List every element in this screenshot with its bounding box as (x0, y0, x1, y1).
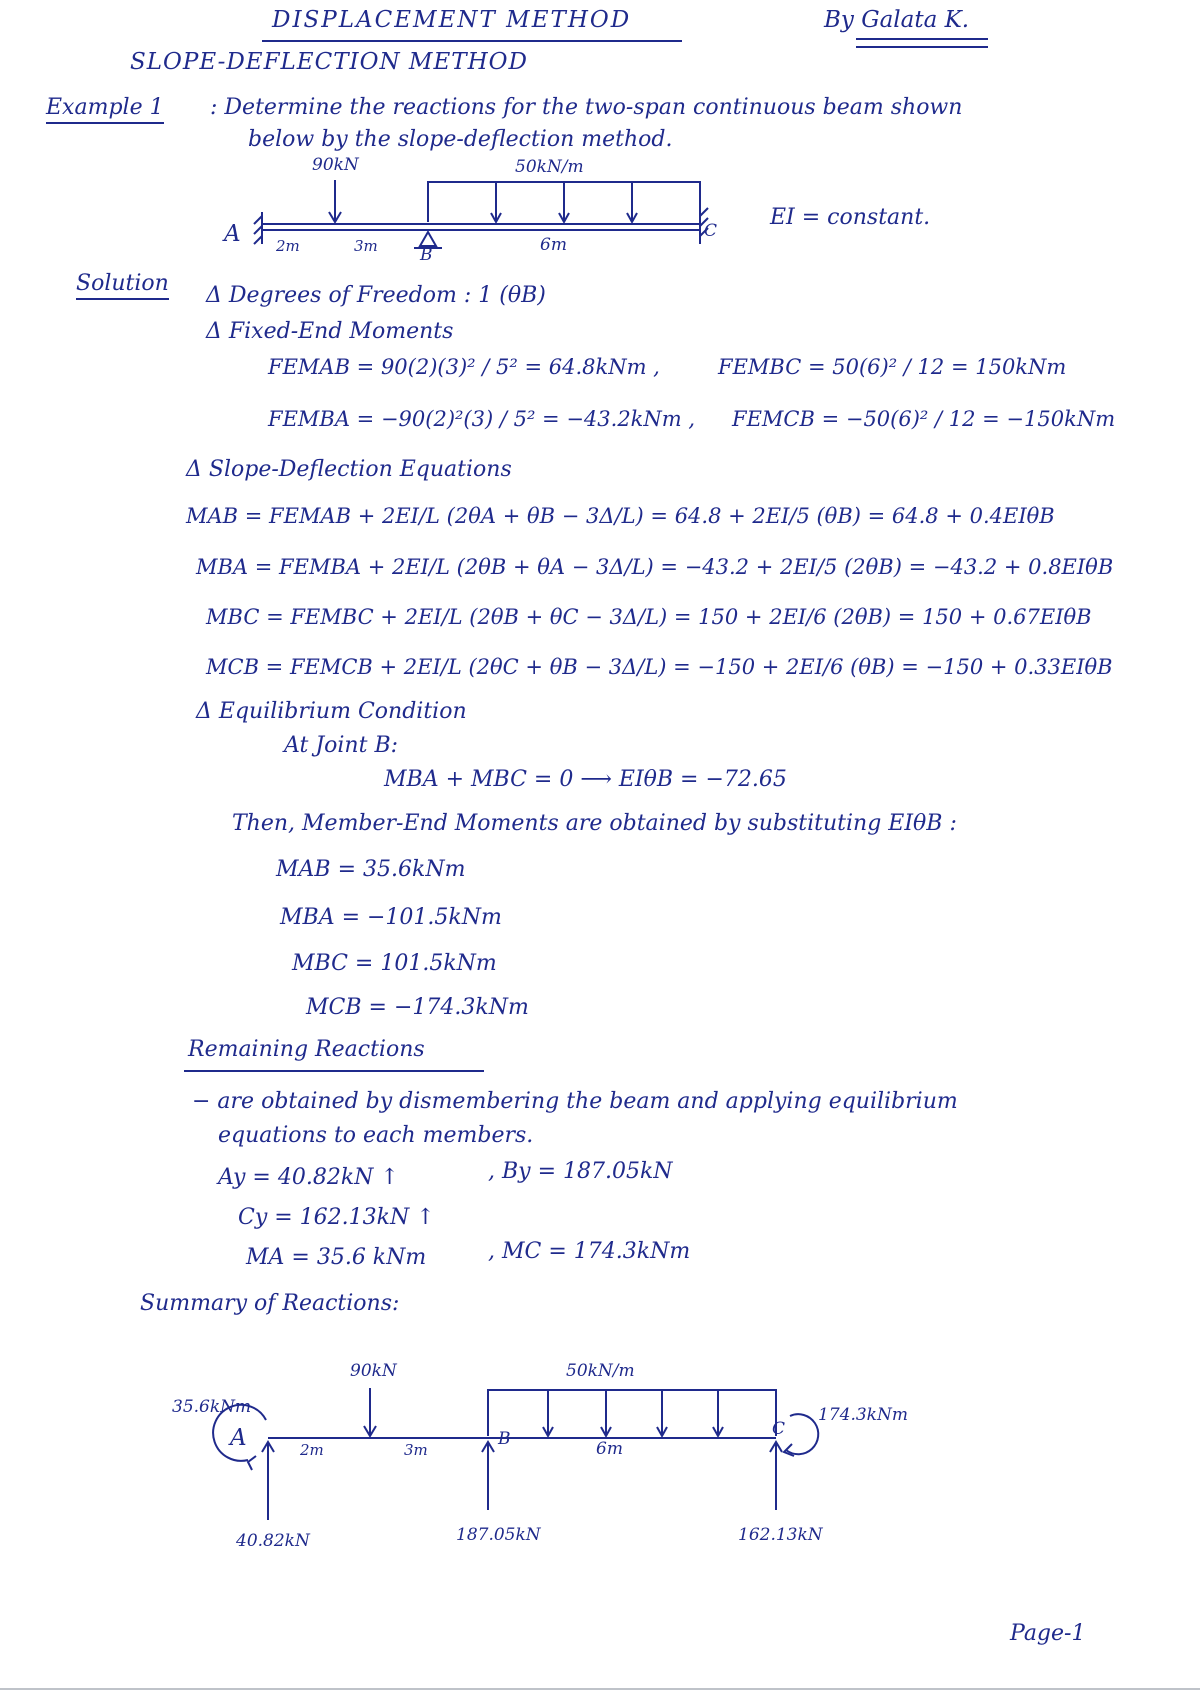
beam-dim-2: 3m (354, 237, 378, 255)
summary-udl-label: 50kN/m (566, 1361, 635, 1381)
beam-label-c: C (704, 221, 718, 241)
summary-udl-outline (488, 1390, 776, 1436)
ei-note: EI = constant. (770, 205, 931, 230)
moment-ma: MA = 35.6 kNm (246, 1245, 427, 1270)
solution-label-text: Solution (76, 271, 169, 300)
then-text: Then, Member-End Moments are obtained by substituting EIθB : (232, 811, 957, 836)
eq-m-bc: MBC = FEMBC + 2EI/L (2θB + θC − 3Δ/L) = 150 + 2EI/6 (2θB) = 150 + 0.67EIθB (206, 605, 1092, 629)
fem-cb: FEMCB = −50(6)² / 12 = −150kNm (732, 407, 1116, 431)
remaining-line2: equations to each members. (218, 1123, 534, 1148)
beam-dim-1: 2m (276, 237, 300, 255)
summary-moment-c: 174.3kNm (818, 1405, 908, 1425)
equilibrium-heading: Δ Equilibrium Condition (196, 699, 467, 724)
summary-reaction-a: 40.82kN (236, 1531, 310, 1551)
reaction-ay: Ay = 40.82kN ↑ (218, 1165, 399, 1190)
result-m-cb: MCB = −174.3kNm (306, 995, 529, 1020)
page-number: Page-1 (1010, 1621, 1086, 1646)
summary-moment-a: 35.6kNm (172, 1397, 252, 1417)
fem-ab: FEMAB = 90(2)(3)² / 5² = 64.8kNm , (268, 355, 660, 379)
author-credit: By Galata K. (824, 7, 970, 33)
remaining-heading: Remaining Reactions (188, 1037, 425, 1062)
summary-reaction-b: 187.05kN (456, 1525, 541, 1545)
beam-dim-3: 6m (540, 235, 567, 255)
summary-point-load-label: 90kN (350, 1361, 397, 1381)
summary-label-a: A (230, 1425, 247, 1451)
summary-reaction-c: 162.13kN (738, 1525, 823, 1545)
at-joint-b: At Joint B: (284, 733, 399, 758)
fem-heading: Δ Fixed-End Moments (206, 319, 454, 344)
summary-dim-1: 2m (300, 1441, 324, 1459)
summary-moment-c-arc (786, 1414, 818, 1454)
result-m-ba: MBA = −101.5kNm (280, 905, 502, 930)
beam-label-b: B (420, 245, 433, 265)
beam-point-load-label: 90kN (312, 155, 359, 175)
remaining-line1: − are obtained by dismembering the beam and applying equilibrium (192, 1089, 958, 1114)
summary-dim-3: 6m (596, 1439, 623, 1459)
summary-moment-a-arc (213, 1405, 266, 1461)
example-text-line2: below by the slope-deflection method. (248, 127, 673, 152)
reaction-cy: Cy = 162.13kN ↑ (238, 1205, 435, 1230)
summary-label-b: B (498, 1429, 511, 1449)
result-m-bc: MBC = 101.5kNm (292, 951, 497, 976)
eq-m-ba: MBA = FEMBA + 2EI/L (2θB + θA − 3Δ/L) = −43.2 + 2EI/5 (2θB) = −43.2 + 0.8EIθB (196, 555, 1114, 579)
summary-label-c: C (772, 1419, 786, 1439)
eq-m-ab: MAB = FEMAB + 2EI/L (2θA + θB − 3Δ/L) = 64.8 + 2EI/5 (θB) = 64.8 + 0.4EIθB (186, 504, 1055, 528)
result-m-ab: MAB = 35.6kNm (276, 857, 466, 882)
summary-heading: Summary of Reactions: (140, 1291, 400, 1316)
example-label-text: Example 1 (46, 95, 164, 124)
moment-mc: , MC = 174.3kNm (488, 1239, 691, 1264)
slope-deflection-heading: Δ Slope-Deflection Equations (186, 457, 512, 482)
subtitle: SLOPE-DEFLECTION METHOD (130, 49, 528, 75)
equilibrium-result: MBA + MBC = 0 ⟶ EIθB = −72.65 (384, 767, 787, 792)
scan-edge-line (0, 1688, 1200, 1690)
eq-m-cb: MCB = FEMCB + 2EI/L (2θC + θB − 3Δ/L) = −150 + 2EI/6 (θB) = −150 + 0.33EIθB (206, 655, 1113, 679)
beam-label-a: A (224, 221, 241, 247)
beam-udl-label: 50kN/m (515, 157, 584, 177)
page-title: DISPLACEMENT METHOD (272, 7, 632, 33)
summary-dim-2: 3m (404, 1441, 428, 1459)
example-text-line1: : Determine the reactions for the two-span continuous beam shown (210, 95, 963, 120)
reaction-by: , By = 187.05kN (488, 1159, 673, 1184)
dof-line: Δ Degrees of Freedom : 1 (θB) (206, 283, 546, 308)
fem-bc: FEMBC = 50(6)² / 12 = 150kNm (718, 355, 1067, 379)
fem-ba: FEMBA = −90(2)²(3) / 5² = −43.2kNm , (268, 407, 696, 431)
